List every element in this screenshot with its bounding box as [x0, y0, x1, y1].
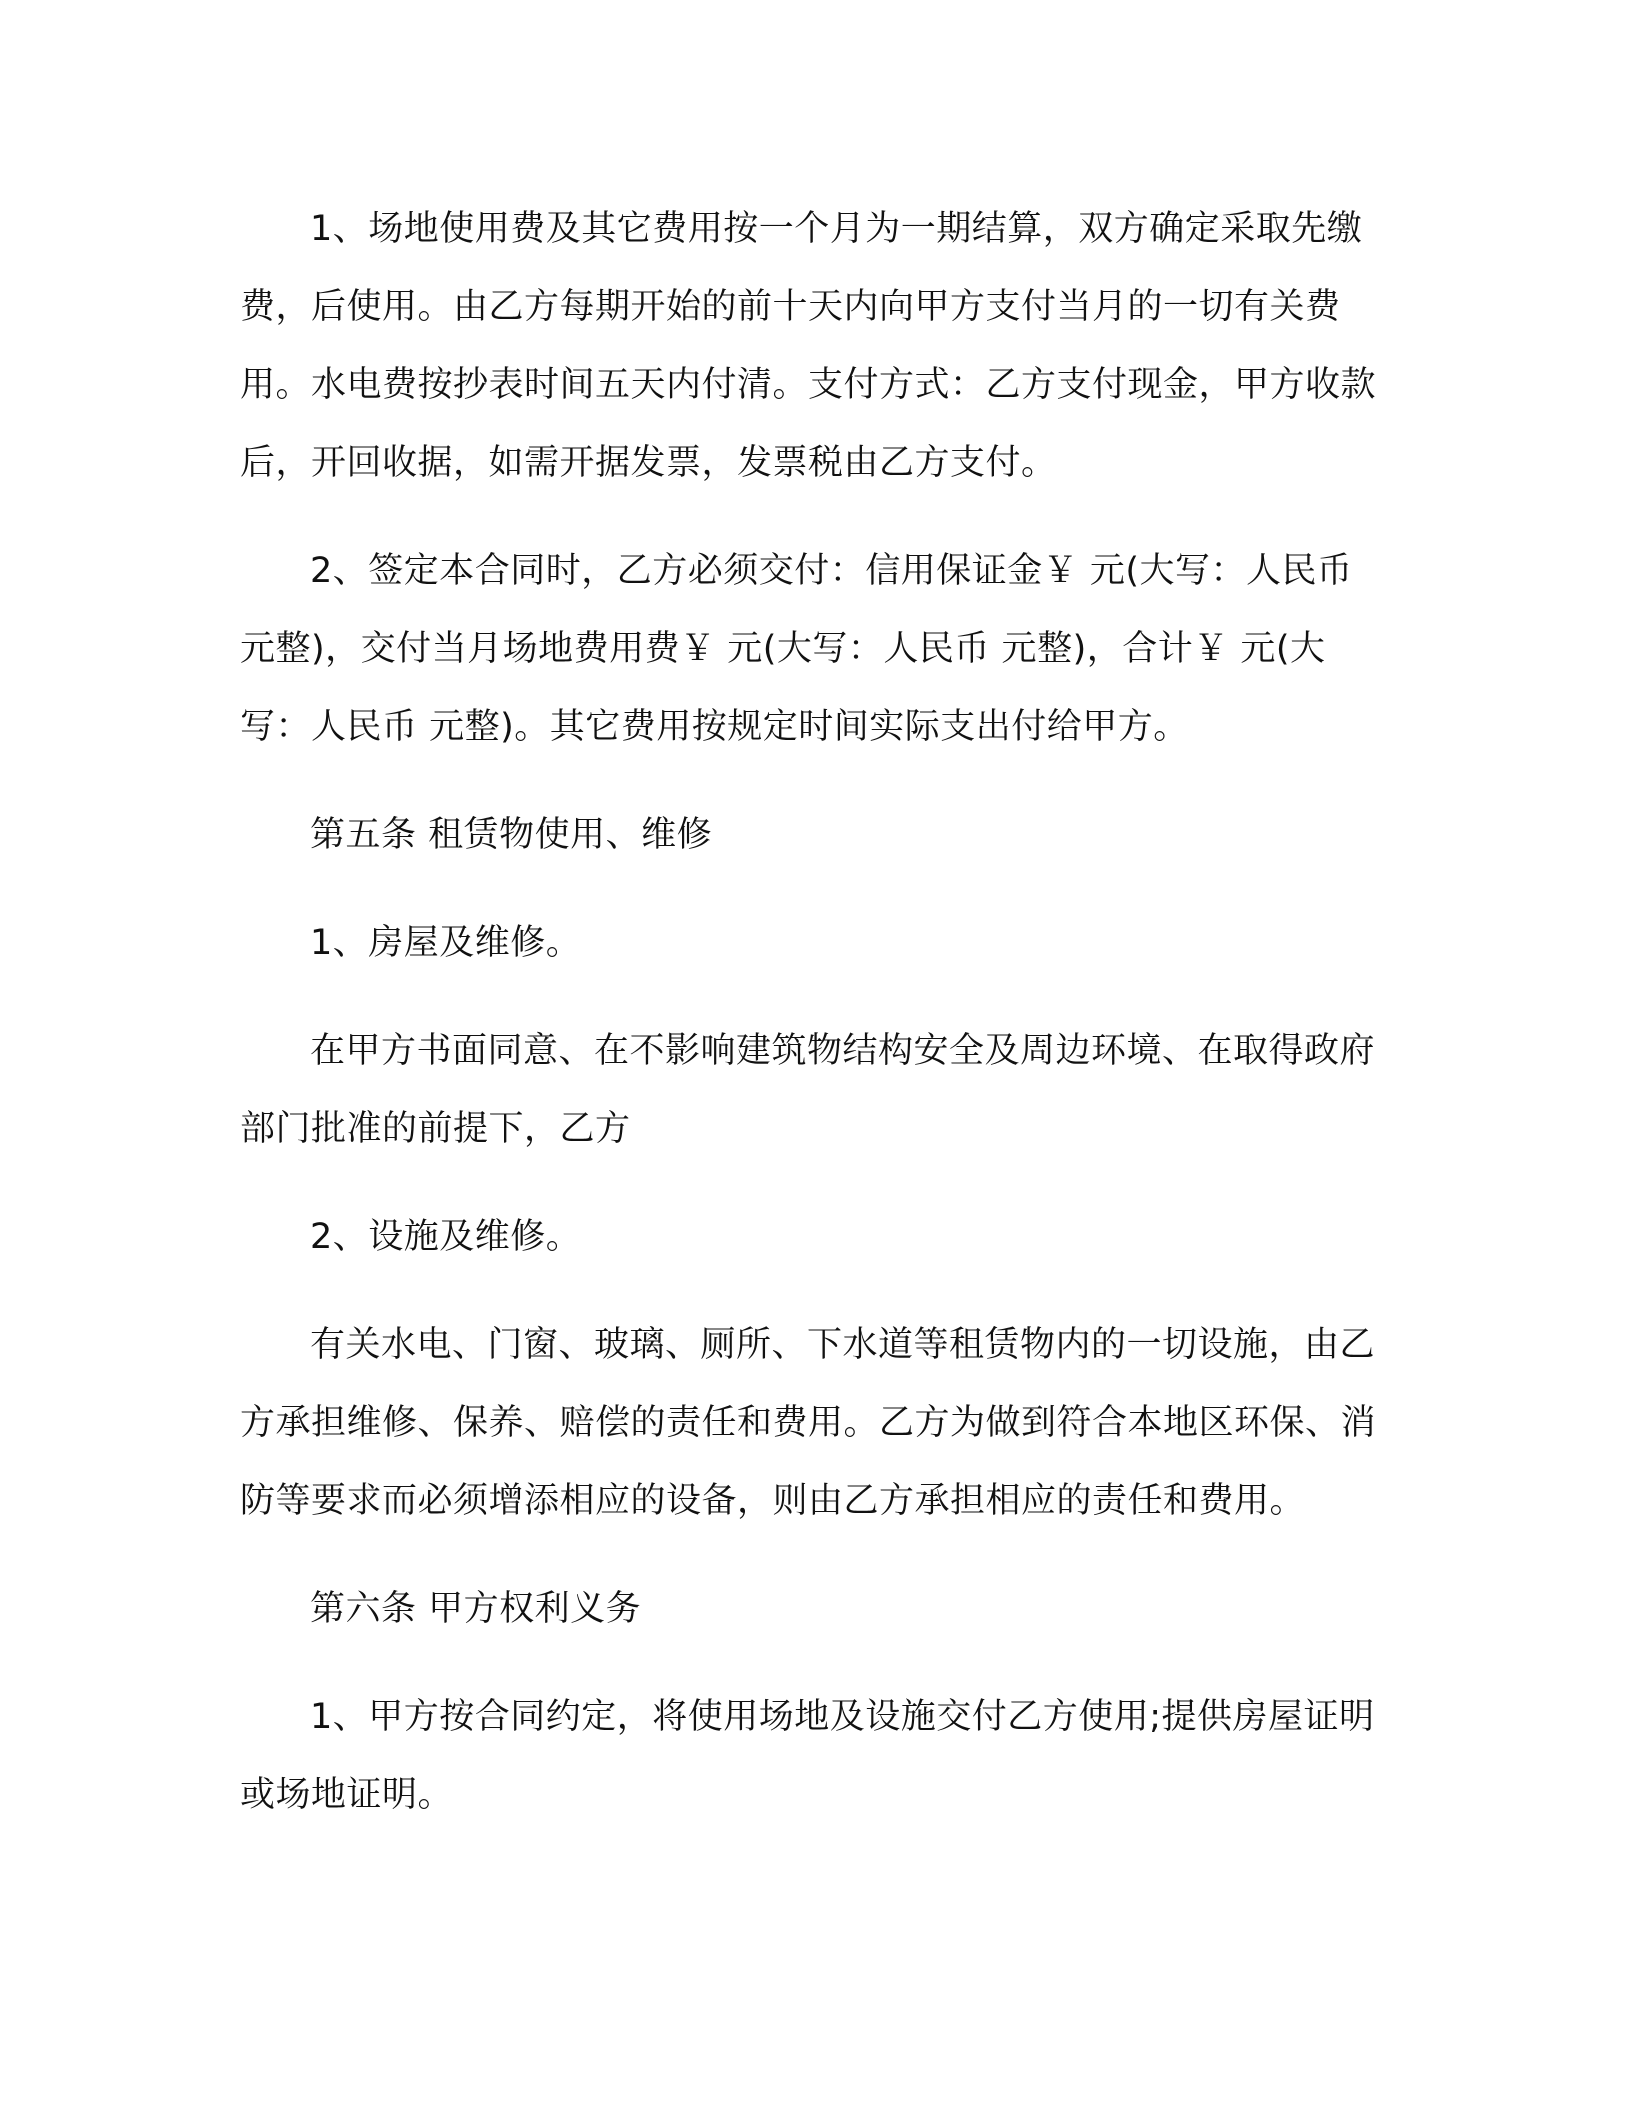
paragraph-payment-terms: 1、场地使用费及其它费用按一个月为一期结算，双方确定采取先缴费，后使用。由乙方每期开始的前十天内向甲方支付当月的一切有关费用。水电费按抄表时间五天内付清。支付方式：乙方支付现金，甲方收款后，开回收据，如需开据发票，发票税由乙方支付。	[240, 209, 1377, 483]
article-6-heading: 第六条 甲方权利义务	[310, 1589, 642, 1629]
paragraph-party-a-duties: 1、甲方按合同约定，将使用场地及设施交付乙方使用;提供房屋证明或场地证明。	[240, 1697, 1375, 1815]
document-page	[240, 190, 1390, 1864]
paragraph-house-maintenance: 在甲方书面同意、在不影响建筑物结构安全及周边环境、在取得政府部门批准的前提下，乙方	[240, 1031, 1376, 1149]
article-5-heading: 第五条 租赁物使用、维修	[310, 815, 713, 855]
paragraph-deposit: 2、签定本合同时，乙方必须交付：信用保证金￥ 元(大写：人民币 元整)，交付当月场地费用费￥ 元(大写：人民币 元整)，合计￥ 元(大写：人民币 元整)。其它费用按规定时间实际支出付给甲方。	[240, 551, 1353, 747]
paragraph-facility-maintenance: 有关水电、门窗、玻璃、厕所、下水道等租赁物内的一切设施，由乙方承担维修、保养、赔偿的责任和费用。乙方为做到符合本地区环保、消防等要求而必须增添相应的设备，则由乙方承担相应的责任和费用。	[240, 1325, 1377, 1521]
item-facility-maintenance: 2、设施及维修。	[310, 1217, 582, 1257]
item-house-maintenance: 1、房屋及维修。	[310, 923, 582, 963]
